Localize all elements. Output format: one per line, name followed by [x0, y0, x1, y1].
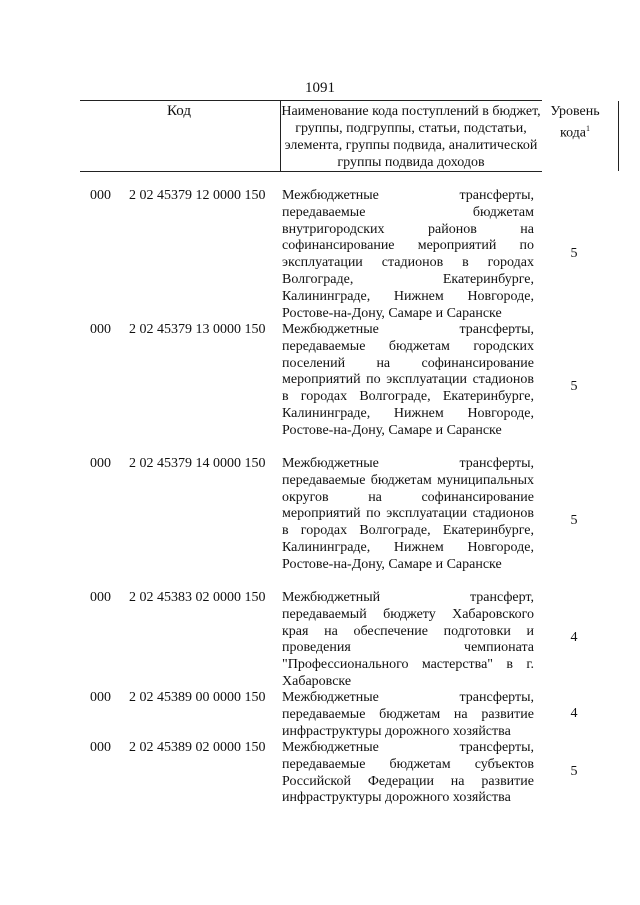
header-code: Код — [167, 103, 191, 119]
row-code: 2 02 45379 13 0000 150 — [129, 322, 266, 337]
row-prefix: 000 — [90, 322, 111, 337]
row-prefix: 000 — [90, 690, 111, 705]
row-level: 4 — [570, 706, 578, 721]
table-row — [0, 590, 640, 690]
page-number: 1091 — [305, 80, 335, 96]
row-name: Межбюджетные трансферты, передаваемые бюджетам на развитие инфраструктуры дорожного хозяйства — [282, 690, 534, 739]
row-code: 2 02 45389 00 0000 150 — [129, 690, 266, 705]
header-level — [540, 103, 610, 142]
row-code: 2 02 45389 02 0000 150 — [129, 740, 266, 755]
row-prefix: 000 — [90, 456, 111, 471]
row-name: Межбюджетный трансферт, передаваемый бюджету Хабаровского края на обеспечение подготовки и проведения чемпионата "Профессионального мастерства" в г. Хабаровске — [282, 590, 534, 689]
table-row — [0, 456, 640, 591]
header-divider — [618, 101, 619, 171]
row-prefix: 000 — [90, 740, 111, 755]
row-level: 4 — [570, 630, 578, 645]
row-prefix: 000 — [90, 590, 111, 605]
row-prefix: 000 — [90, 188, 111, 203]
row-code: 2 02 45383 02 0000 150 — [129, 590, 266, 605]
row-level: 5 — [570, 379, 578, 394]
row-level: 5 — [570, 246, 578, 261]
table-row — [0, 740, 640, 810]
header-name: Наименование кода поступлений в бюджет, группы, подгруппы, статьи, подстатьи, элемента, группы подвида, аналитической группы подвида доходов — [281, 104, 541, 170]
table-header — [80, 100, 600, 172]
row-name: Межбюджетные трансферты, передаваемые бюджетам субъектов Российской Федерации на развитие инфраструктуры дорожного хозяйства — [282, 740, 534, 806]
table-row — [0, 690, 640, 740]
row-level: 5 — [570, 764, 578, 779]
row-name: Межбюджетные трансферты, передаваемые бюджетам внутригородских районов на софинансирование мероприятий по эксплуатации стадионов в городах Волгограде, Екатеринбурге, Калининграде, Нижнем Новгороде, Ростове-на-Дону, Самаре и Саранске — [282, 188, 534, 321]
header-level-footnote: 1 — [586, 124, 591, 133]
header-level-label: Уровень кода — [550, 104, 600, 141]
row-level: 5 — [570, 513, 578, 528]
row-code: 2 02 45379 12 0000 150 — [129, 188, 266, 203]
table-row — [0, 322, 640, 457]
row-name: Межбюджетные трансферты, передаваемые бюджетам городских поселений на софинансирование мероприятий по эксплуатации стадионов в городах Волгограде, Екатеринбурге, Калининграде, Нижнем Новгороде, Ростове-на-Дону, Самаре и Саранске — [282, 322, 534, 438]
row-name: Межбюджетные трансферты, передаваемые бюджетам муниципальных округов на софинансирование мероприятий по эксплуатации стадионов в городах Волгограде, Екатеринбурге, Калининграде, Нижнем Новгороде, Ростове-на-Дону, Самаре и Саранске — [282, 456, 534, 572]
row-code: 2 02 45379 14 0000 150 — [129, 456, 266, 471]
table-row — [0, 188, 640, 323]
